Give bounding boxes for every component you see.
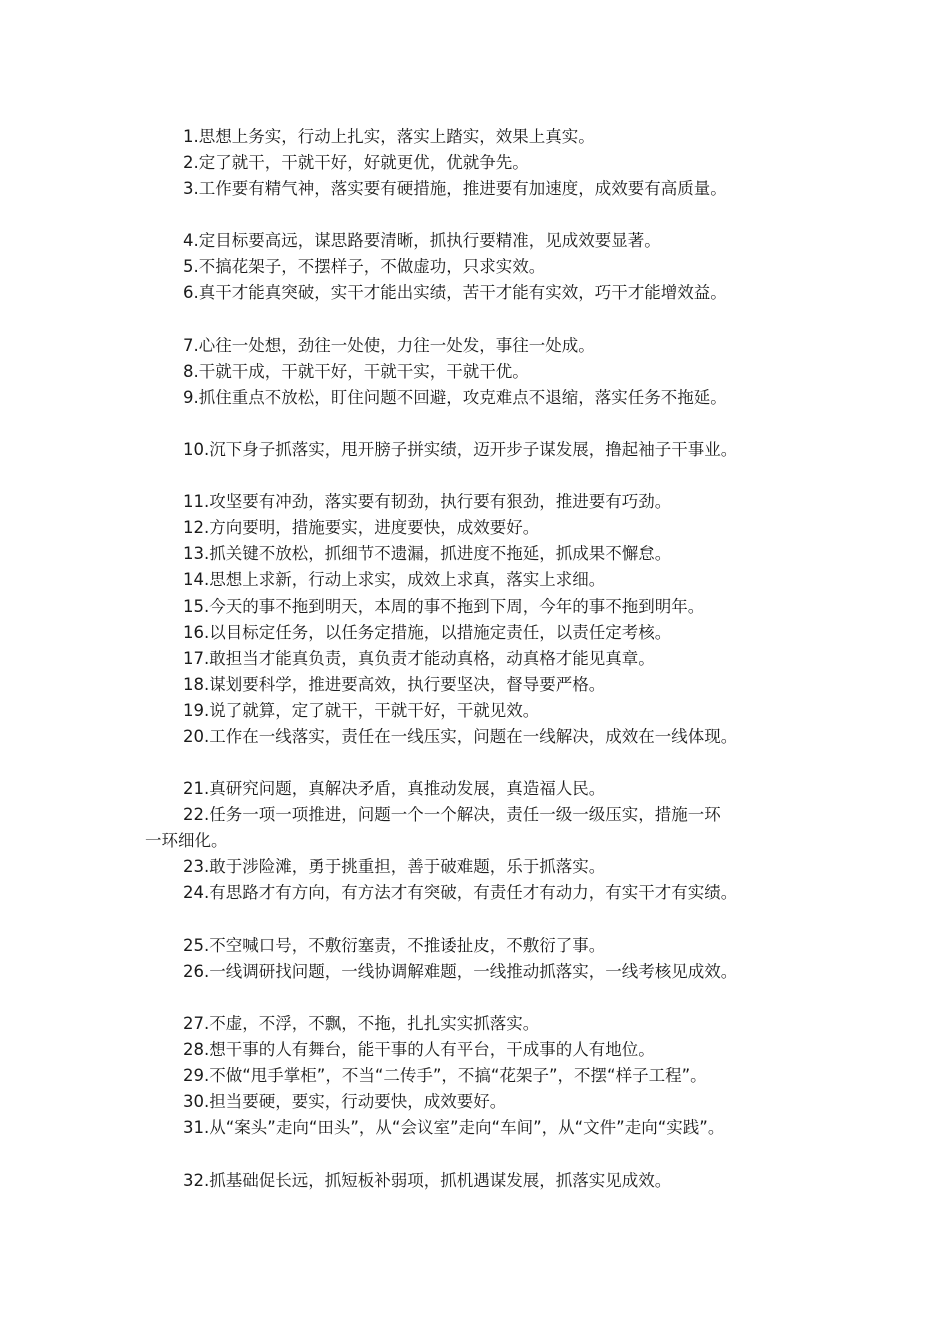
list-item: 10.沉下身子抓落实，甩开膀子拼实绩，迈开步子谋发展，撸起袖子干事业。 [183,440,738,459]
list-item: 9.抓住重点不放松，盯住问题不回避，攻克难点不退缩，落实任务不拖延。 [183,388,727,407]
list-item: 28.想干事的人有舞台，能干事的人有平台，干成事的人有地位。 [183,1040,655,1059]
list-item: 6.真干才能真突破，实干才能出实绩，苦干才能有实效，巧干才能增效益。 [183,283,727,302]
list-item: 17.敢担当才能真负责，真负责才能动真格，动真格才能见真章。 [183,649,655,668]
list-item: 26.一线调研找问题，一线协调解难题，一线推动抓落实，一线考核见成效。 [183,962,738,981]
list-item-continuation: 一环细化。 [145,831,228,850]
list-item: 13.抓关键不放松，抓细节不遗漏，抓进度不拖延，抓成果不懈怠。 [183,544,672,563]
list-item: 23.敢于涉险滩，勇于挑重担，善于破难题，乐于抓落实。 [183,857,606,876]
list-item: 25.不空喊口号，不敷衍塞责，不推诿扯皮，不敷衍了事。 [183,936,606,955]
list-item: 11.攻坚要有冲劲，落实要有韧劲，执行要有狠劲，推进要有巧劲。 [183,492,672,511]
list-item: 24.有思路才有方向，有方法才有突破，有责任才有动力，有实干才有实绩。 [183,883,738,902]
list-item: 20.工作在一线落实，责任在一线压实，问题在一线解决，成效在一线体现。 [183,727,738,746]
list-item: 18.谋划要科学，推进要高效，执行要坚决，督导要严格。 [183,675,606,694]
list-item: 14.思想上求新，行动上求实，成效上求真，落实上求细。 [183,570,606,589]
list-item: 4.定目标要高远，谋思路要清晰，抓执行要精准，见成效要显著。 [183,231,661,250]
list-item: 8.干就干成，干就干好，干就干实，干就干优。 [183,362,529,381]
list-item: 19.说了就算，定了就干，干就干好，干就见效。 [183,701,540,720]
list-item: 12.方向要明，措施要实，进度要快，成效要好。 [183,518,540,537]
list-item: 15.今天的事不拖到明天，本周的事不拖到下周，今年的事不拖到明年。 [183,597,705,616]
list-item: 2.定了就干，干就干好，好就更优，优就争先。 [183,153,529,172]
list-item: 21.真研究问题，真解决矛盾，真推动发展，真造福人民。 [183,779,606,798]
list-item: 31.从“案头”走向“田头”，从“会议室”走向“车间”，从“文件”走向“实践”。 [183,1118,725,1137]
list-item: 5.不搞花架子，不摆样子，不做虚功，只求实效。 [183,257,546,276]
list-item: 7.心往一处想，劲往一处使，力往一处发，事往一处成。 [183,336,595,355]
list-item: 27.不虚，不浮，不飘，不拖，扎扎实实抓落实。 [183,1014,540,1033]
list-item: 1.思想上务实，行动上扎实，落实上踏实，效果上真实。 [183,127,595,146]
list-item: 3.工作要有精气神，落实要有硬措施，推进要有加速度，成效要有高质量。 [183,179,727,198]
list-item: 30.担当要硬，要实，行动要快，成效要好。 [183,1092,507,1111]
list-item: 32.抓基础促长远，抓短板补弱项，抓机遇谋发展，抓落实见成效。 [183,1171,672,1190]
list-item: 29.不做“甩手掌柜”，不当“二传手”，不搞“花架子”，不摆“样子工程”。 [183,1066,707,1085]
list-item: 16.以目标定任务，以任务定措施，以措施定责任，以责任定考核。 [183,623,672,642]
list-item: 22.任务一项一项推进，问题一个一个解决，责任一级一级压实，措施一环 [183,805,721,824]
